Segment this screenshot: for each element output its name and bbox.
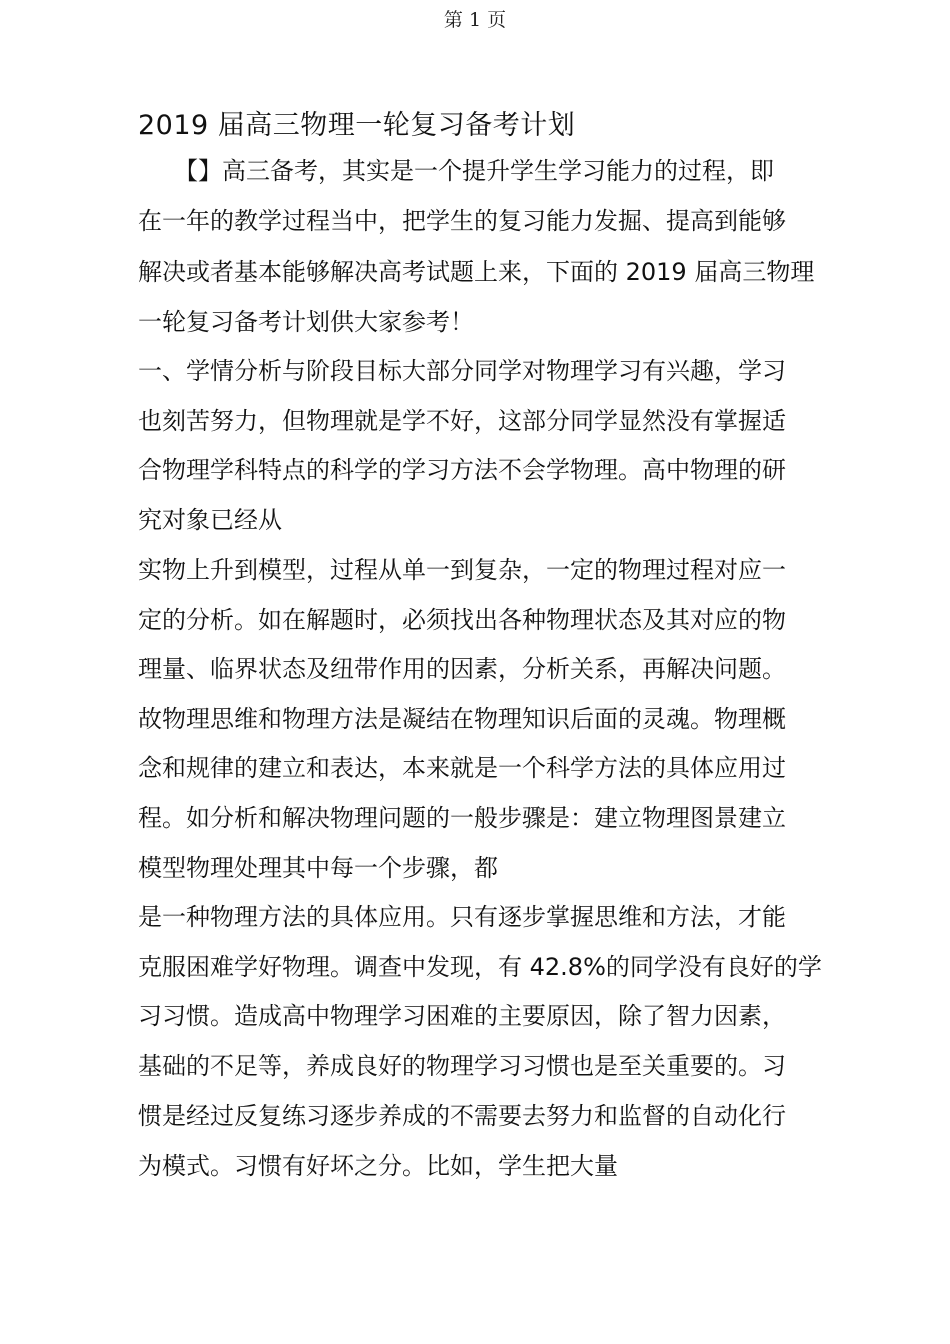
body-line: 为模式。习惯有好坏之分。比如，学生把大量 xyxy=(138,1152,618,1180)
body-line: 实物上升到模型，过程从单一到复杂，一定的物理过程对应一 xyxy=(138,556,786,584)
body-line: 故物理思维和物理方法是凝结在物理知识后面的灵魂。物理概 xyxy=(138,705,786,733)
body-line: 合物理学科特点的科学的学习方法不会学物理。高中物理的研 xyxy=(138,456,786,484)
body-line: 模型物理处理其中每一个步骤，都 xyxy=(138,854,498,882)
body-line: 一轮复习备考计划供大家参考！ xyxy=(138,308,474,336)
body-line: 念和规律的建立和表达，本来就是一个科学方法的具体应用过 xyxy=(138,754,786,782)
body-line: 在一年的教学过程当中，把学生的复习能力发掘、提高到能够 xyxy=(138,207,786,235)
page-header: 第 1 页 xyxy=(443,9,507,31)
body-line: 一、学情分析与阶段目标大部分同学对物理学习有兴趣，学习 xyxy=(138,357,786,385)
body-line: 是一种物理方法的具体应用。只有逐步掌握思维和方法，才能 xyxy=(138,903,786,931)
body-line: 程。如分析和解决物理问题的一般步骤是：建立物理图景建立 xyxy=(138,804,786,832)
body-line: 克服困难学好物理。调查中发现，有 42.8%的同学没有良好的学 xyxy=(138,953,822,981)
body-line: 也刻苦努力，但物理就是学不好，这部分同学显然没有掌握适 xyxy=(138,407,786,435)
body-line: 理量、临界状态及纽带作用的因素，分析关系，再解决问题。 xyxy=(138,655,786,683)
body-line: 定的分析。如在解题时，必须找出各种物理状态及其对应的物 xyxy=(138,606,786,634)
body-line: 解决或者基本能够解决高考试题上来，下面的 2019 届高三物理 xyxy=(138,258,815,286)
body-line: 习习惯。造成高中物理学习困难的主要原因，除了智力因素， xyxy=(138,1002,786,1030)
body-line: 基础的不足等，养成良好的物理学习习惯也是至关重要的。习 xyxy=(138,1052,786,1080)
body-line: 究对象已经从 xyxy=(138,506,282,534)
body-line: 惯是经过反复练习逐步养成的不需要去努力和监督的自动化行 xyxy=(138,1102,786,1130)
body-line: 【】高三备考，其实是一个提升学生学习能力的过程，即 xyxy=(138,157,774,185)
document-title: 2019 届高三物理一轮复习备考计划 xyxy=(138,110,576,141)
